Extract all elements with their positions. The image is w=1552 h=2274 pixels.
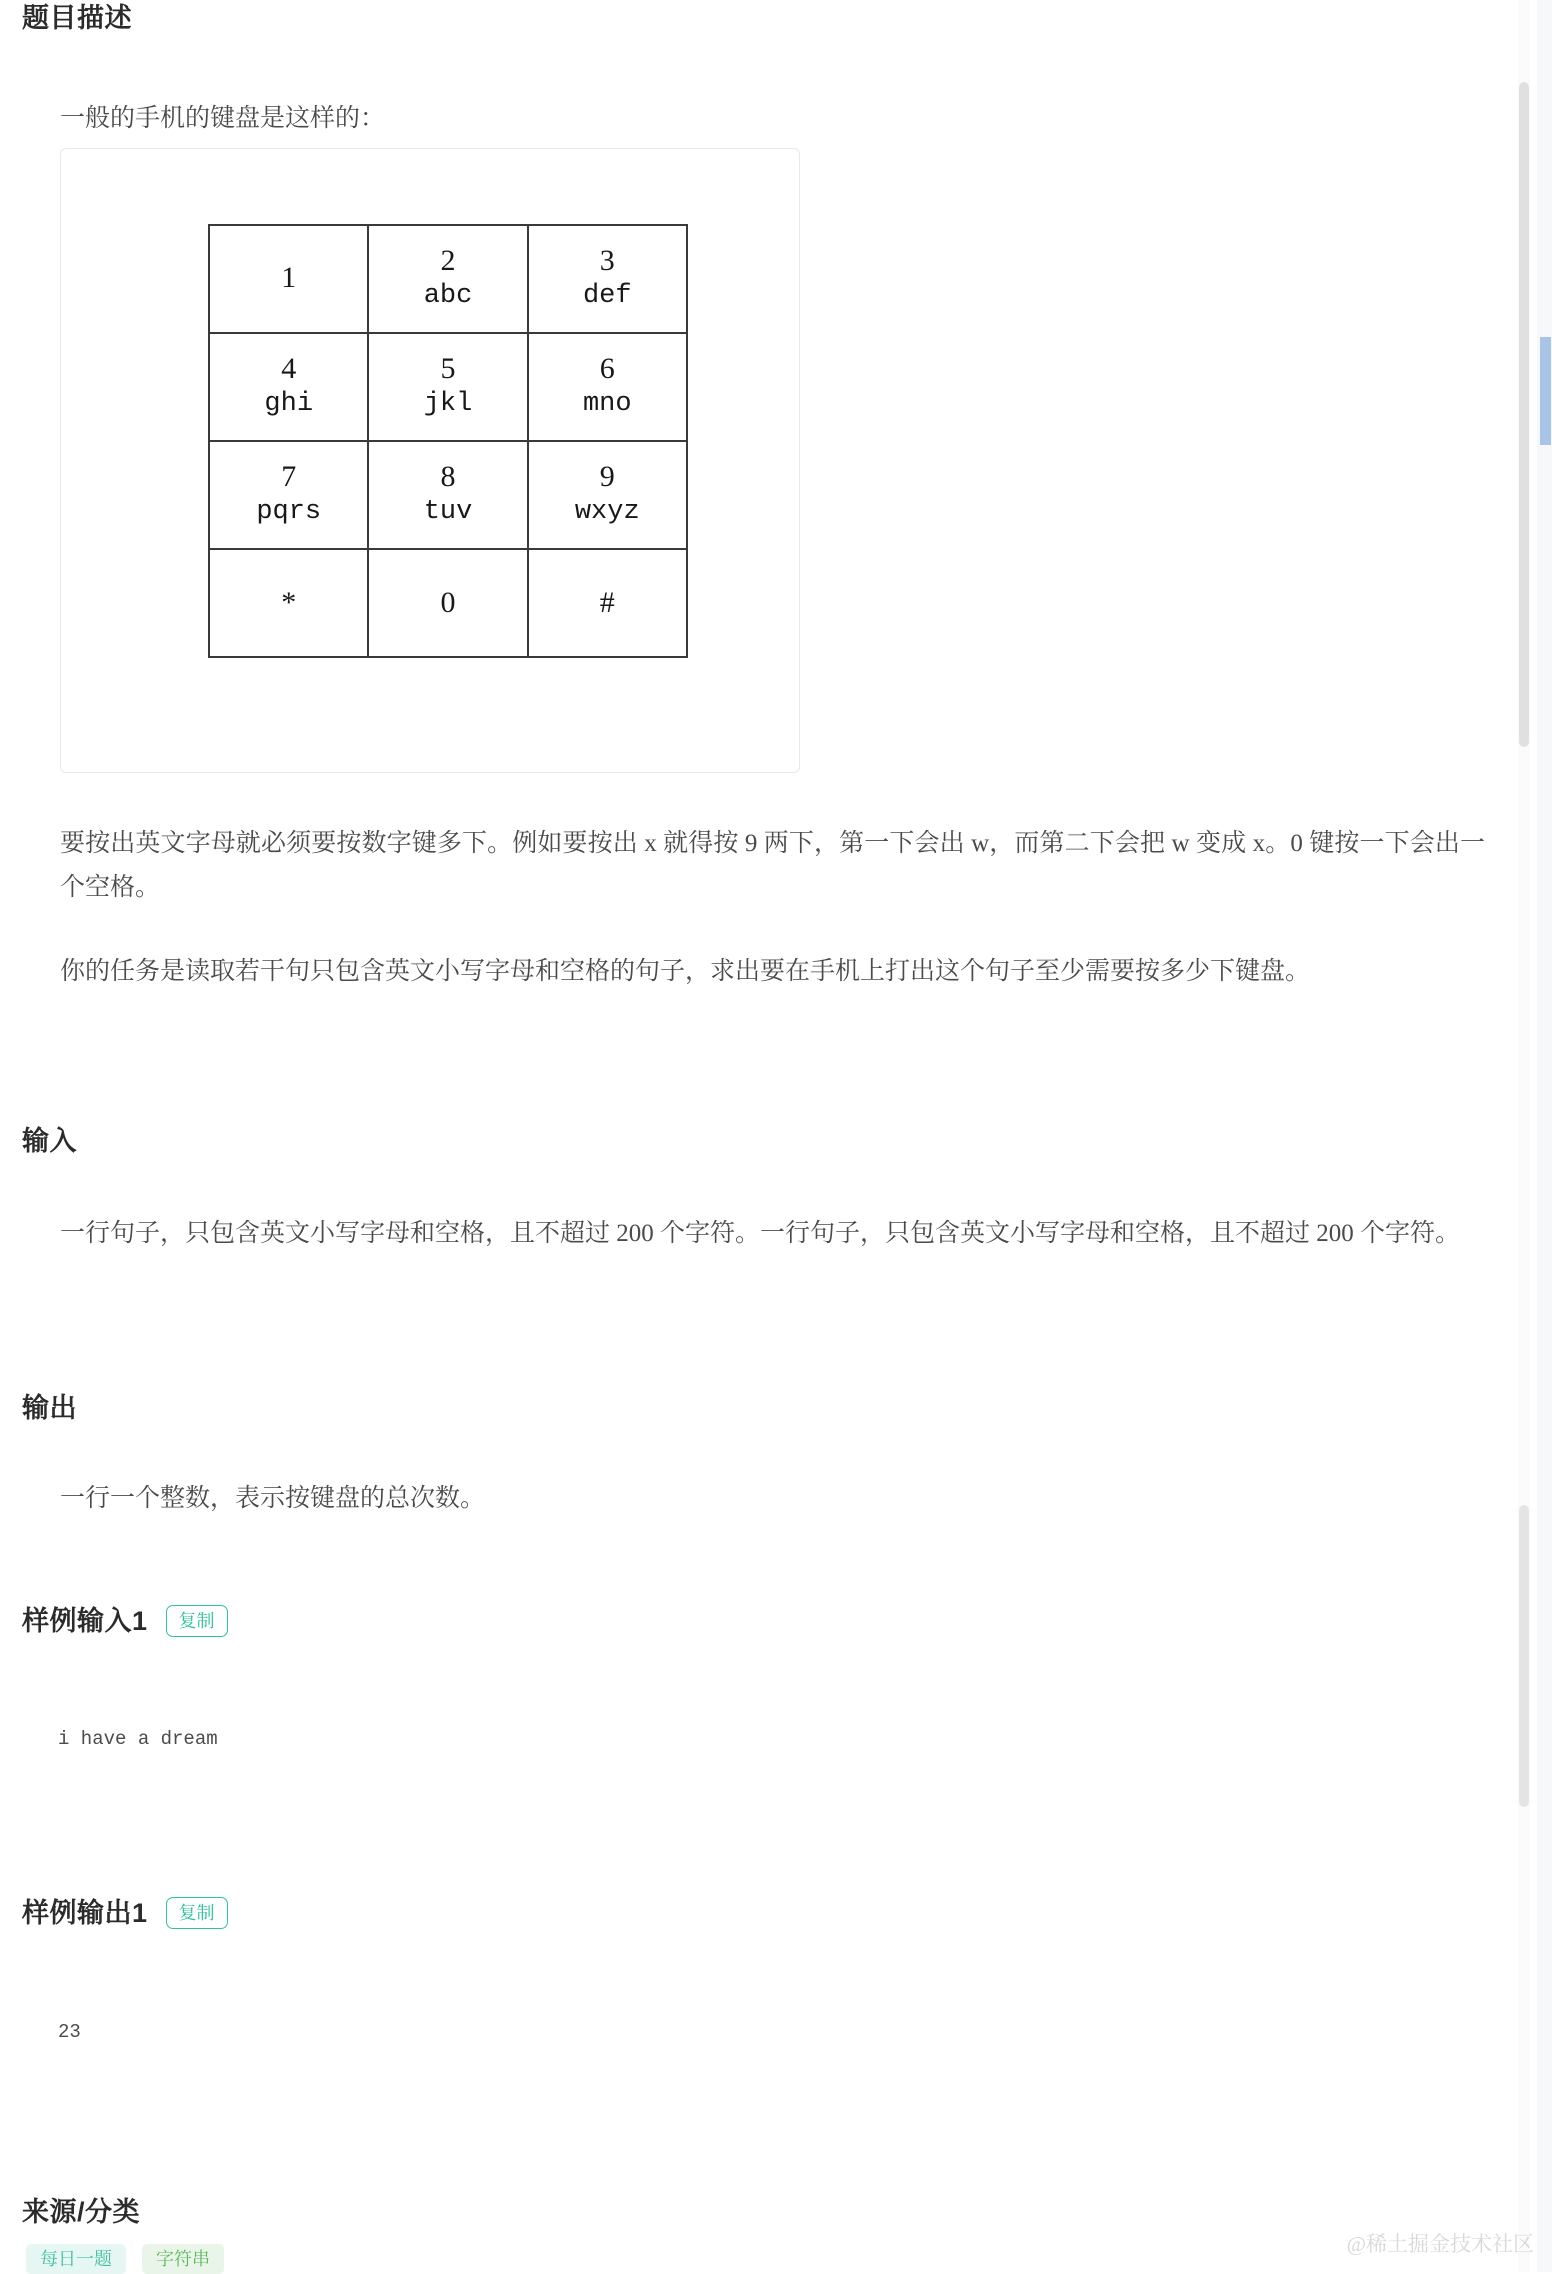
keypad-letters: abc <box>423 281 473 312</box>
tag-string[interactable]: 字符串 <box>142 2244 224 2274</box>
keypad-digit: 0 <box>440 585 456 619</box>
keypad-row <box>209 333 687 441</box>
keypad-letters: jkl <box>423 389 473 420</box>
sample-output-title: 样例输出1 <box>22 1898 148 1928</box>
description-intro <box>60 97 1480 141</box>
sample-output-code-text: 23 <box>58 2021 81 2043</box>
keypad-row <box>209 225 687 333</box>
keypad-image-card <box>60 148 800 773</box>
input-description <box>60 1212 1485 1256</box>
keypad-letters: wxyz <box>574 497 640 528</box>
input-title: 输入 <box>22 1126 77 1156</box>
keypad-key-3 <box>528 225 687 333</box>
inner-scrollbar-thumb-upper[interactable] <box>1519 82 1529 747</box>
keypad-key-star <box>209 549 368 657</box>
keypad-key-hash <box>528 549 687 657</box>
sample-input-title: 样例输入1 <box>22 1606 148 1636</box>
keypad-digit: 3 <box>599 243 615 277</box>
keypad-letters: mno <box>582 389 632 420</box>
sample-input-heading <box>22 1605 228 1637</box>
keypad-digit: 4 <box>281 351 297 385</box>
output-heading <box>22 1392 77 1424</box>
sample-input-code <box>58 1725 1478 1754</box>
input-description-text: 一行句子，只包含英文小写字母和空格，且不超过 200 个字符。一行句子，只包含英文小写字母和空格，且不超过 200 个字符。 <box>60 1220 1461 1247</box>
output-description <box>60 1477 1485 1521</box>
keypad-digit: 1 <box>281 260 297 294</box>
copy-sample-output-button[interactable]: 复制 <box>166 1897 228 1929</box>
copy-sample-input-button[interactable]: 复制 <box>166 1605 228 1637</box>
sample-input-code-text: i have a dream <box>58 1728 218 1750</box>
keypad-letters: pqrs <box>256 497 322 528</box>
description-paragraph-1 <box>60 822 1485 910</box>
keypad-letters: def <box>582 281 632 312</box>
keypad-key-8 <box>368 441 527 549</box>
keypad-digit: 7 <box>281 459 297 493</box>
keypad-key-9 <box>528 441 687 549</box>
outer-scrollbar-thumb[interactable] <box>1540 337 1551 445</box>
keypad-digit: * <box>281 585 297 619</box>
phone-keypad-table <box>208 224 688 658</box>
keypad-row <box>209 441 687 549</box>
description-paragraph-2-text: 你的任务是读取若干句只包含英文小写字母和空格的句子，求出要在手机上打出这个句子至少需要按多少下键盘。 <box>60 958 1311 985</box>
keypad-key-0 <box>368 549 527 657</box>
keypad-key-6 <box>528 333 687 441</box>
tag-daily-problem[interactable]: 每日一题 <box>26 2244 126 2274</box>
keypad-key-5 <box>368 333 527 441</box>
keypad-digit: 8 <box>440 459 456 493</box>
description-paragraph-1-text: 要按出英文字母就必须要按数字键多下。例如要按出 x 就得按 9 两下，第一下会出 w，而第二下会把 w 变成 x。0 键按一下会出一个空格。 <box>60 830 1485 901</box>
description-heading <box>22 2 132 34</box>
source-heading <box>22 2196 140 2228</box>
sample-output-heading <box>22 1897 228 1929</box>
keypad-letters: ghi <box>264 389 314 420</box>
keypad-key-7 <box>209 441 368 549</box>
keypad-digit: 6 <box>599 351 615 385</box>
keypad-digit: # <box>599 585 615 619</box>
description-title: 题目描述 <box>22 3 132 33</box>
keypad-letters: tuv <box>423 497 473 528</box>
keypad-row <box>209 549 687 657</box>
keypad-digit: 2 <box>440 243 456 277</box>
keypad-digit: 5 <box>440 351 456 385</box>
sample-output-code <box>58 2018 1478 2047</box>
source-title: 来源/分类 <box>22 2197 141 2227</box>
input-heading <box>22 1125 77 1157</box>
keypad-digit: 9 <box>599 459 615 493</box>
output-title: 输出 <box>22 1393 77 1423</box>
description-paragraph-2 <box>60 950 1485 994</box>
inner-scrollbar-thumb-lower[interactable] <box>1519 1505 1529 1807</box>
keypad-key-4 <box>209 333 368 441</box>
keypad-key-2 <box>368 225 527 333</box>
keypad-key-1 <box>209 225 368 333</box>
output-description-text: 一行一个整数，表示按键盘的总次数。 <box>60 1485 486 1512</box>
description-intro-text: 一般的手机的键盘是这样的： <box>60 105 386 132</box>
watermark: @稀土掘金技术社区 <box>1346 2232 1534 2256</box>
source-tag-list <box>26 2244 224 2274</box>
